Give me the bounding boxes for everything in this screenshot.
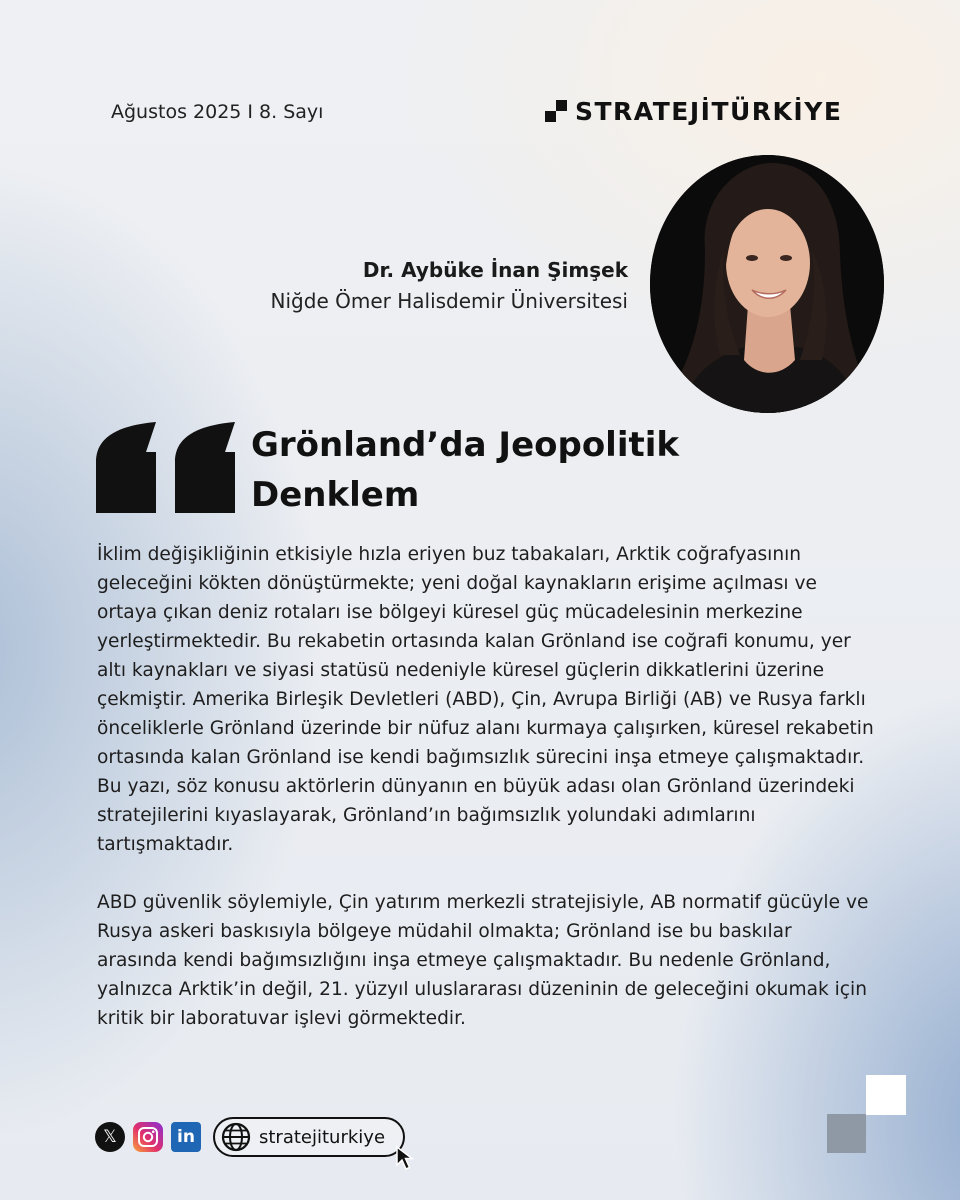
quote-mark-icon [96, 420, 236, 519]
logo-mark-icon [545, 100, 567, 122]
article-body [97, 540, 877, 1062]
issue-date: Ağustos 2025 I 8. Sayı [111, 101, 324, 123]
article-title-line-2: Denklem [251, 475, 420, 515]
decorative-square-light [866, 1075, 906, 1115]
author-affiliation: Niğde Ömer Halisdemir Üniversitesi [270, 289, 628, 313]
article-title [251, 420, 811, 520]
instagram-icon[interactable] [133, 1122, 163, 1152]
globe-icon [221, 1122, 251, 1152]
cursor-icon [395, 1145, 417, 1175]
paragraph: İklim değişikliğinin etkisiyle hızla eriyen buz tabakaları, Arktik coğrafyasının geleceğini kökten dönüştürmekte; yeni doğal kaynakların erişime açılması ve ortaya çıkan deniz rotaları ise bölgeyi küresel güç mücadelesinin merkezine yerleştirmektedir. Bu rekabetin ortasında kalan Grönland ise coğrafi konumu, yer altı kaynakları ve siyasi statüsü nedeniyle küresel güçlerin dikkatlerini üzerine çekmiştir. Amerika Birleşik Devletleri (ABD), Çin, Avrupa Birliği (AB) ve Rusya farklı önceliklerle Grönland üzerinde bir nüfuz alanı kurmaya çalışırken, küresel rekabetin ortasında kalan Grönland ise kendi bağımsızlık sürecini inşa etmeye çalışmaktadır. Bu yazı, söz konusu aktörlerin dünyanın en büyük adası olan Grönland üzerindeki stratejilerini kıyaslayarak, Grönland’ın bağımsızlık yolundaki adımlarını tartışmaktadır. [97, 544, 874, 855]
x-icon[interactable]: 𝕏 [95, 1122, 125, 1152]
social-links [95, 1117, 405, 1157]
brand-name: STRATEJİTÜRKİYE [575, 96, 843, 126]
linkedin-icon[interactable]: in [171, 1122, 201, 1152]
brand-logo[interactable] [545, 96, 842, 126]
article-title-line-1: Grönland’da Jeopolitik [251, 425, 680, 465]
author-photo [650, 155, 884, 413]
website-handle: stratejiturkiye [259, 1126, 386, 1148]
decorative-square-gray [827, 1114, 866, 1153]
author-name: Dr. Aybüke İnan Şimşek [362, 258, 628, 282]
paragraph: ABD güvenlik söylemiyle, Çin yatırım merkezli stratejisiyle, AB normatif gücüyle ve Rusya askeri baskısıyla bölgeye müdahil olmakta; Grönland ise bu baskılar arasında kendi bağımsızlığını inşa etmeye çalışmaktadır. Bu nedenle Grönland, yalnızca Arktik’in değil, 21. yüzyıl uluslararası düzeninin de geleceğini okumak için kritik bir laboratuvar işlevi görmektedir. [97, 892, 869, 1029]
website-link[interactable] [213, 1117, 405, 1157]
